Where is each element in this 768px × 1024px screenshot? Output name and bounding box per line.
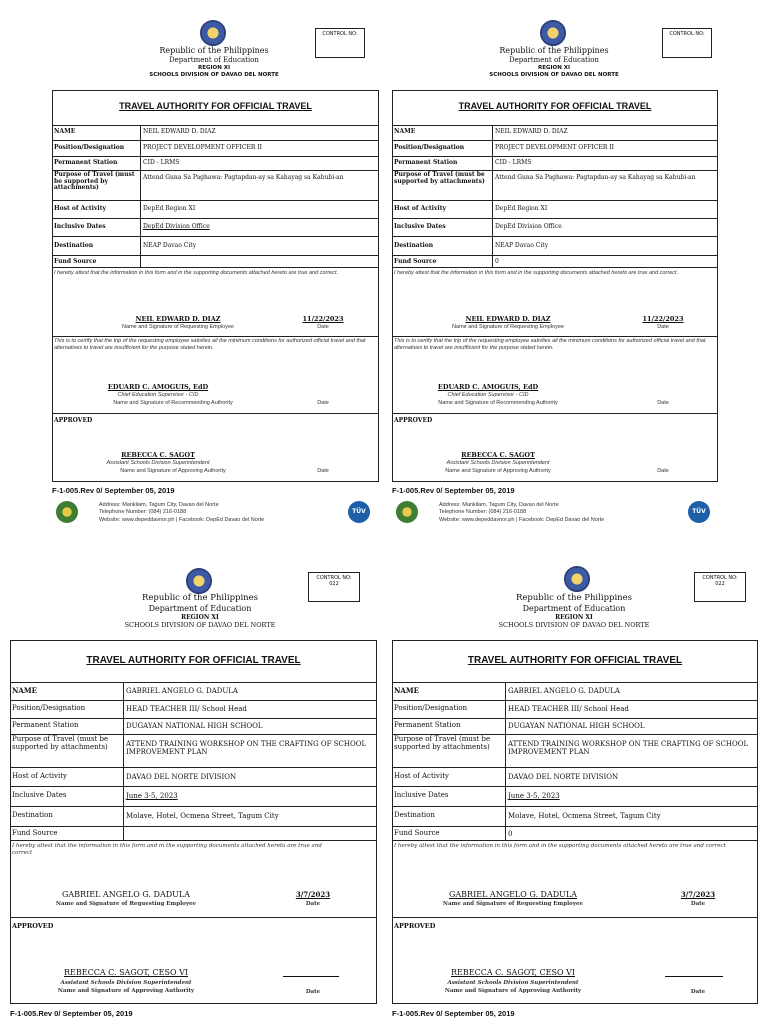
row-fund: Fund Source 0 xyxy=(393,826,757,841)
control-no-box: CONTROL NO: xyxy=(662,28,712,58)
recommender-caption: Name and Signature of Recommending Authority xyxy=(438,400,558,406)
approver-position: Assistant Schools Division Superintendent xyxy=(106,460,210,466)
approved-label: APPROVED xyxy=(54,417,93,424)
deped-seal-icon xyxy=(564,566,590,592)
approved-section xyxy=(393,917,757,930)
attest-statement: I hereby attest that the information in this form and in the supporting documents attached hereto are true and correct. xyxy=(54,270,339,276)
requester-date: 3/7/2023 xyxy=(680,890,716,899)
certify-section xyxy=(53,336,378,351)
department-line: Department of Education xyxy=(148,603,252,613)
attest-statement: I hereby attest that the information in this form and in the supporting documents attached hereto are true and correct xyxy=(12,843,322,856)
recommender-position: Chief Education Supervisor - CID xyxy=(447,392,529,398)
division-line: SCHOOLS DIVISION OF DAVAO DEL NORTE xyxy=(498,621,650,630)
row-purpose: Purpose of Travel (must be supported by attachments) ATTEND TRAINING WORKSHOP ON THE CRAFTING OF SCHOOL IMPROVEMENT PLAN xyxy=(11,734,376,767)
requester-date: 11/22/2023 xyxy=(302,315,344,323)
form-number: F-1-005.Rev 0/ September 05, 2019 xyxy=(10,1009,133,1018)
tuv-certification-icon: TÜV xyxy=(688,501,710,523)
attest-statement: I hereby attest that the information in this form and in the supporting documents attached hereto are true and correct. xyxy=(394,270,679,276)
form-title: TRAVEL AUTHORITY FOR OFFICIAL TRAVEL xyxy=(119,101,312,111)
form-frame xyxy=(392,90,718,482)
division-line: SCHOOLS DIVISION OF DAVAO DEL NORTE xyxy=(149,71,279,78)
approver-name: REBECCA C. SAGOT, CESO VI xyxy=(64,968,188,977)
approver-position: Assistant Schools Division Superintendent xyxy=(60,980,192,986)
deped-seal-icon xyxy=(540,20,566,46)
letterhead xyxy=(384,46,724,79)
row-destination: Destination NEAP Davao City xyxy=(393,236,717,255)
requester-caption: Name and Signature of Requesting Employee xyxy=(442,901,584,907)
recommender-position: Chief Education Supervisor - CID xyxy=(117,392,199,398)
certify-statement: This is to certify that the trip of the requesting employee satisfies all the minimum conditions for authorized official travel and that alternatives to travel are insufficient for the purpose stated herein. xyxy=(54,338,366,351)
requester-caption: Name and Signature of Requesting Employee xyxy=(55,901,197,907)
travel-form-2 xyxy=(384,0,768,535)
letterhead xyxy=(384,593,764,629)
row-dates: Inclusive Dates June 3-5, 2023 xyxy=(11,786,376,806)
row-purpose: Purpose of Travel (must be supported by attachments) ATTEND TRAINING WORKSHOP ON THE CRAFTING OF SCHOOL IMPROVEMENT PLAN xyxy=(393,734,757,767)
approver-date-line xyxy=(665,971,723,977)
division-logo-icon xyxy=(56,501,78,523)
approver-position: Assistant Schools Division Superintendent xyxy=(446,460,550,466)
republic-line: Republic of the Philippines xyxy=(499,46,609,55)
footer-contact xyxy=(439,502,604,524)
row-position: Position/Designation PROJECT DEVELOPMENT OFFICER II xyxy=(53,140,378,156)
region-line: REGION XI xyxy=(537,64,571,71)
approver-caption: Name and Signature of Approving Authority xyxy=(444,988,582,994)
row-host: Host of Activity DAVAO DEL NORTE DIVISION xyxy=(11,767,376,786)
approved-label: APPROVED xyxy=(394,922,436,930)
requester-date: 11/22/2023 xyxy=(642,315,684,323)
republic-line: Republic of the Philippines xyxy=(141,593,259,603)
row-fund: Fund Source 0 xyxy=(393,255,717,268)
control-no-box: CONTROL NO: 022 xyxy=(308,572,360,602)
form-frame xyxy=(52,90,379,482)
certify-section xyxy=(393,336,717,351)
approver-caption: Name and Signature of Approving Authority xyxy=(120,468,226,474)
footer-web: Website: www.depeddavnor.ph | Facebook: DepEd Davao del Norte xyxy=(439,516,605,523)
row-dates: Inclusive Dates DepEd Division Office xyxy=(53,218,378,236)
approver-name: REBECCA C. SAGOT, CESO VI xyxy=(451,968,575,977)
department-line: Department of Education xyxy=(509,56,599,64)
requester-name: GABRIEL ANGELO G. DADULA xyxy=(449,890,577,899)
deped-seal-icon xyxy=(200,20,226,46)
letterhead xyxy=(0,593,400,629)
requester-caption: Name and Signature of Requesting Employee xyxy=(122,324,234,330)
division-logo-icon xyxy=(396,501,418,523)
row-dates: Inclusive Dates June 3-5, 2023 xyxy=(393,786,757,806)
approved-section xyxy=(11,917,376,930)
attest-statement: I hereby attest that the information in this form and in the supporting documents attached hereto are true and correct xyxy=(394,843,726,849)
approver-date-caption: Date xyxy=(317,468,329,474)
footer-web: Website: www.depeddavnor.ph | Facebook: DepEd Davao del Norte xyxy=(99,516,265,523)
travel-form-3 xyxy=(0,560,384,1024)
region-line: REGION XI xyxy=(181,613,219,621)
row-fund: Fund Source xyxy=(53,255,378,268)
form-title: TRAVEL AUTHORITY FOR OFFICIAL TRAVEL xyxy=(458,101,652,111)
row-station: Permanent Station DUGAYAN NATIONAL HIGH SCHOOL xyxy=(393,718,757,734)
row-destination: Destination NEAP Davao City xyxy=(53,236,378,255)
approver-position: Assistant Schools Division Superintendent xyxy=(447,980,579,986)
row-name: NAME GABRIEL ANGELO G. DADULA xyxy=(393,682,757,700)
requester-date-caption: Date xyxy=(690,901,706,907)
row-destination: Destination Molave, Hotel, Ocmena Street, Tagum City xyxy=(393,806,757,826)
travel-form-4 xyxy=(384,560,768,1024)
certify-statement: This is to certify that the trip of the requesting employee satisfies all the minimum conditions for authorized official travel and that alternatives to travel are insufficient for the purpose stated herein. xyxy=(394,338,706,351)
form-number: F-1-005.Rev 0/ September 05, 2019 xyxy=(52,486,175,495)
requester-name: GABRIEL ANGELO G. DADULA xyxy=(62,890,190,899)
approved-label: APPROVED xyxy=(394,417,433,424)
approver-caption: Name and Signature of Approving Authority xyxy=(445,468,551,474)
row-position: Position/Designation PROJECT DEVELOPMENT OFFICER II xyxy=(393,140,717,156)
row-host: Host of Activity DepEd Region XI xyxy=(393,200,717,218)
row-name: NAME NEIL EDWARD D. DIAZ xyxy=(53,125,378,140)
row-name: NAME NEIL EDWARD D. DIAZ xyxy=(393,125,717,140)
region-line: REGION XI xyxy=(197,64,231,71)
footer-address: Address: Mankilam, Tagum City, Davao del Norte xyxy=(99,502,219,508)
form-number: F-1-005.Rev 0/ September 05, 2019 xyxy=(392,1009,515,1018)
requester-date-caption: Date xyxy=(317,324,329,330)
row-host: Host of Activity DepEd Region XI xyxy=(53,200,378,218)
row-station: Permanent Station CID - LRMS xyxy=(393,156,717,170)
approver-date-caption: Date xyxy=(690,989,706,995)
approver-name: REBECCA C. SAGOT xyxy=(461,451,535,459)
recommender-date-caption: Date xyxy=(657,400,669,406)
row-destination: Destination Molave, Hotel, Ocmena Street, Tagum City xyxy=(11,806,376,826)
row-station: Permanent Station DUGAYAN NATIONAL HIGH SCHOOL xyxy=(11,718,376,734)
requester-name: NEIL EDWARD D. DIAZ xyxy=(135,315,221,323)
recommender-caption: Name and Signature of Recommending Authority xyxy=(113,400,233,406)
form-number: F-1-005.Rev 0/ September 05, 2019 xyxy=(392,486,515,495)
form-title: TRAVEL AUTHORITY FOR OFFICIAL TRAVEL xyxy=(467,655,683,666)
form-frame xyxy=(10,640,377,1004)
footer-phone: Telephone Number: (084) 216-0188 xyxy=(99,509,187,516)
row-station: Permanent Station CID - LRMS xyxy=(53,156,378,170)
row-purpose: Purpose of Travel (must be supported by attachments) Attend Guna Sa Paghawa: Pagtapdan-ay sa Kahayag sa Kabubi-an xyxy=(53,170,378,200)
form-title: TRAVEL AUTHORITY FOR OFFICIAL TRAVEL xyxy=(86,655,301,666)
row-position: Position/Designation HEAD TEACHER III/ School Head xyxy=(11,700,376,718)
control-no-box: CONTROL NO: xyxy=(315,28,365,58)
row-position: Position/Designation HEAD TEACHER III/ School Head xyxy=(393,700,757,718)
approved-section xyxy=(393,413,717,424)
letterhead xyxy=(0,46,428,79)
tuv-certification-icon: TÜV xyxy=(348,501,370,523)
row-purpose: Purpose of Travel (must be supported by attachments) Attend Guna Sa Paghawa: Pagtapdan-ay sa Kahayag sa Kabubi-an xyxy=(393,170,717,200)
approver-name: REBECCA C. SAGOT xyxy=(121,451,195,459)
approver-caption: Name and Signature of Approving Authority xyxy=(57,988,195,994)
requester-date-caption: Date xyxy=(305,901,321,907)
row-fund: Fund Source xyxy=(11,826,376,841)
footer-contact xyxy=(99,502,264,524)
republic-line: Republic of the Philippines xyxy=(515,593,633,603)
approved-label: APPROVED xyxy=(12,922,54,930)
requester-caption: Name and Signature of Requesting Employee xyxy=(452,324,564,330)
row-name: NAME GABRIEL ANGELO G. DADULA xyxy=(11,682,376,700)
department-line: Department of Education xyxy=(169,56,259,64)
footer-phone: Telephone Number: (084) 216-0188 xyxy=(439,509,527,516)
deped-seal-icon xyxy=(186,568,212,594)
recommender-date-caption: Date xyxy=(317,400,329,406)
republic-line: Republic of the Philippines xyxy=(159,46,269,55)
row-dates: Inclusive Dates DepEd Division Office xyxy=(393,218,717,236)
region-line: REGION XI xyxy=(555,613,593,621)
approver-date-line xyxy=(283,971,339,977)
division-line: SCHOOLS DIVISION OF DAVAO DEL NORTE xyxy=(489,71,619,78)
requester-name: NEIL EDWARD D. DIAZ xyxy=(465,315,551,323)
recommender-name: EDUARD C. AMOGUIS, EdD xyxy=(437,383,539,391)
recommender-name: EDUARD C. AMOGUIS, EdD xyxy=(107,383,209,391)
footer-address: Address: Mankilam, Tagum City, Davao del Norte xyxy=(439,502,559,508)
control-no-box: CONTROL NO: 022 xyxy=(694,572,746,602)
approved-section xyxy=(53,413,378,424)
department-line: Department of Education xyxy=(522,603,626,613)
requester-date-caption: Date xyxy=(657,324,669,330)
approver-date-caption: Date xyxy=(305,989,321,995)
approver-date-caption: Date xyxy=(657,468,669,474)
row-host: Host of Activity DAVAO DEL NORTE DIVISION xyxy=(393,767,757,786)
form-frame xyxy=(392,640,758,1004)
requester-date: 3/7/2023 xyxy=(295,890,331,899)
division-line: SCHOOLS DIVISION OF DAVAO DEL NORTE xyxy=(124,621,276,630)
travel-form-1 xyxy=(0,0,384,535)
